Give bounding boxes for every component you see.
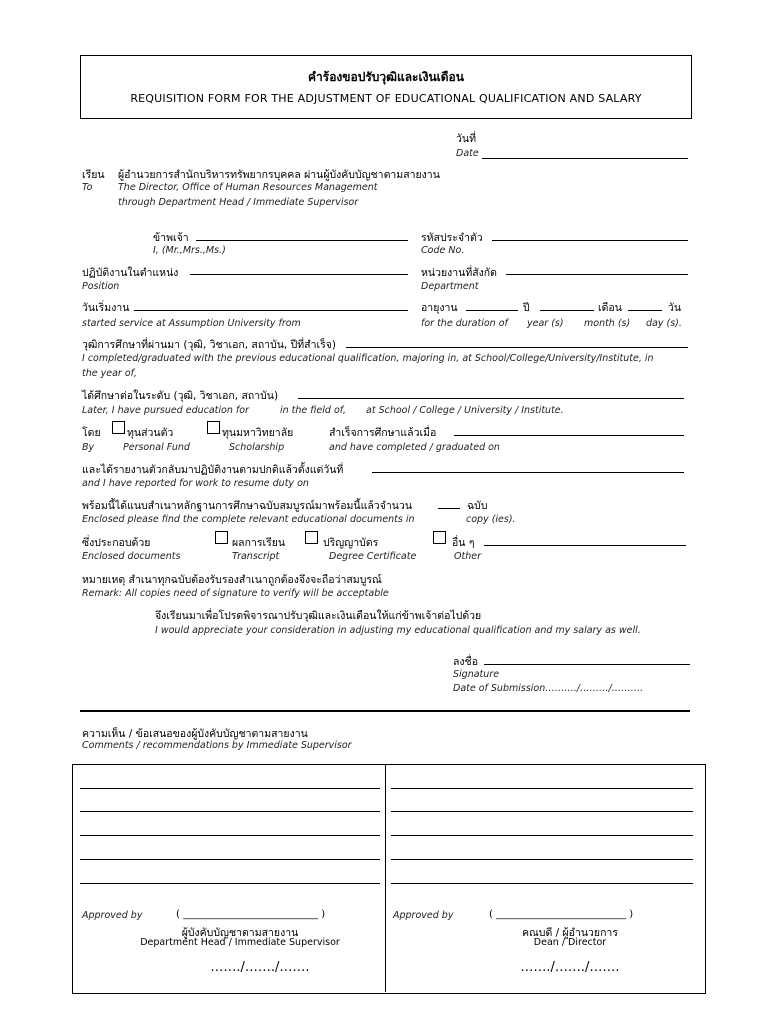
left-approver-role-thai: ผู้บังคับบัญชาตามสายงาน <box>181 927 299 939</box>
right-comment-line[interactable] <box>391 883 693 884</box>
right-comment-line[interactable] <box>391 788 693 789</box>
date-label-english: Date <box>456 148 479 159</box>
transcript-checkbox[interactable] <box>215 531 228 544</box>
section-divider <box>80 710 690 712</box>
graduation-date-field[interactable] <box>454 435 684 436</box>
department-field[interactable] <box>506 274 688 275</box>
to-label-english: To <box>82 182 93 193</box>
signature-label-english: Signature <box>453 669 500 680</box>
previous-qualification-english-line1: I completed/graduated with the previous educational qualification, majoring in, at School/College/University/Institute, in <box>82 353 654 364</box>
other-label-thai: อื่น ๆ <box>452 537 475 549</box>
department-label-thai: หน่วยงานที่สังกัด <box>421 267 497 279</box>
request-english: I would appreciate your consideration in adjusting my educational qualification and my salary as well. <box>155 625 641 636</box>
enclosed-label-thai: ซึ่งประกอบด้วย <box>82 537 151 549</box>
left-approver-name-field[interactable]: ( ___________________________ ) <box>176 909 326 920</box>
name-label-thai: ข้าพเจ้า <box>153 232 189 244</box>
further-education-english-a: Later, I have pursued education for <box>82 405 249 416</box>
previous-qualification-english-line2: the year of, <box>82 368 137 379</box>
duration-label-thai: อายุงาน <box>421 302 458 314</box>
personal-fund-label-english: Personal Fund <box>123 442 190 453</box>
start-label-english: started service at Assumption University from <box>82 318 301 329</box>
left-comment-line[interactable] <box>80 835 380 836</box>
to-line2-english: through Department Head / Immediate Supervisor <box>118 197 359 208</box>
documents-label-thai: พร้อมนี้ได้แนบสำเนาหลักฐานการศึกษาฉบับสมบูรณ์มาพร้อมนี้แล้วจำนวน <box>82 500 412 512</box>
day-label-thai: วัน <box>668 302 682 314</box>
degree-certificate-label-english: Degree Certificate <box>329 551 417 562</box>
remark-english: Remark: All copies need of signature to verify will be acceptable <box>82 588 389 599</box>
years-field[interactable] <box>466 310 518 311</box>
code-field[interactable] <box>492 240 688 241</box>
left-comment-line[interactable] <box>80 788 380 789</box>
signature-field[interactable] <box>484 664 690 665</box>
comments-title-thai: ความเห็น / ข้อเสนอของผู้บังคับบัญชาตามสายงาน <box>82 728 308 740</box>
scholarship-label-thai: ทุนมหาวิทยาลัย <box>222 427 294 439</box>
degree-certificate-checkbox[interactable] <box>305 531 318 544</box>
report-date-field[interactable] <box>372 472 684 473</box>
name-label-english: I, (Mr.,Mrs.,Ms.) <box>153 245 226 256</box>
department-label-english: Department <box>421 281 479 292</box>
days-field[interactable] <box>628 310 662 311</box>
duration-label-english: for the duration of <box>421 318 508 329</box>
report-label-english: and I have reported for work to resume duty on <box>82 478 309 489</box>
right-approver-role-english: Dean / Director <box>533 937 607 948</box>
by-label-english: By <box>82 442 95 453</box>
right-comment-line[interactable] <box>391 835 693 836</box>
approval-table-divider <box>385 764 386 992</box>
enclosed-label-english: Enclosed documents <box>82 551 181 562</box>
day-label-english: day (s). <box>646 318 682 329</box>
form-title-english: REQUISITION FORM FOR THE ADJUSTMENT OF EDUCATIONAL QUALIFICATION AND SALARY <box>130 92 642 105</box>
report-label-thai: และได้รายงานตัวกลับมาปฏิบัติงานตามปกติแล้วตั้งแต่วันที่ <box>82 464 344 476</box>
date-field[interactable] <box>482 158 688 159</box>
month-label-thai: เดือน <box>598 302 622 314</box>
right-approved-by-label: Approved by <box>393 910 454 921</box>
other-label-english: Other <box>454 551 481 562</box>
previous-qualification-label-thai: วุฒิการศึกษาที่ผ่านมา (วุฒิ, วิชาเอก, สถาบัน, ปีที่สำเร็จ) <box>82 339 336 351</box>
scholarship-label-english: Scholarship <box>229 442 285 453</box>
position-label-english: Position <box>82 281 120 292</box>
other-document-field[interactable] <box>484 545 686 546</box>
to-label-thai: เรียน <box>82 169 105 181</box>
date-label-thai: วันที่ <box>456 133 476 145</box>
position-label-thai: ปฏิบัติงานในตำแหน่ง <box>82 267 179 279</box>
completed-label-thai: สำเร็จการศึกษาแล้วเมื่อ <box>329 427 437 439</box>
completed-label-english: and have completed / graduated on <box>329 442 500 453</box>
submission-date: Date of Submission………./………/………. <box>453 683 644 694</box>
right-approver-role-thai: คณบดี / ผู้อำนวยการ <box>522 927 618 939</box>
to-line1-english: The Director, Office of Human Resources Management <box>118 182 378 193</box>
by-label-thai: โดย <box>82 427 101 439</box>
left-approved-by-label: Approved by <box>82 910 143 921</box>
previous-qualification-field[interactable] <box>346 347 688 348</box>
year-label-thai: ปี <box>523 302 530 314</box>
month-label-english: month (s) <box>584 318 631 329</box>
left-comment-line[interactable] <box>80 811 380 812</box>
code-label-english: Code No. <box>421 245 465 256</box>
personal-fund-label-thai: ทุนส่วนตัว <box>127 427 174 439</box>
further-education-english-c: at School / College / University / Institute. <box>366 405 564 416</box>
right-approver-name-field[interactable]: ( __________________________ ) <box>489 909 634 920</box>
form-title-thai: คำร้องขอปรับวุฒิและเงินเดือน <box>308 70 464 84</box>
left-approver-role-english: Department Head / Immediate Supervisor <box>140 937 340 948</box>
further-education-label-thai: ได้ศึกษาต่อในระดับ (วุฒิ, วิชาเอก, สถาบัน) <box>82 390 279 402</box>
year-label-english: year (s) <box>527 318 564 329</box>
right-comment-line[interactable] <box>391 811 693 812</box>
to-text-thai: ผู้อำนวยการสำนักบริหารทรัพยากรบุคคล ผ่านผู้บังคับบัญชาตามสายงาน <box>118 169 440 181</box>
code-label-thai: รหัสประจำตัว <box>421 232 483 244</box>
other-checkbox[interactable] <box>433 531 446 544</box>
left-approval-date[interactable]: ……./……./……. <box>210 960 310 975</box>
scholarship-checkbox[interactable] <box>207 421 220 434</box>
copy-label-thai: ฉบับ <box>467 500 488 512</box>
documents-label-english: Enclosed please find the complete relevant educational documents in <box>82 514 415 525</box>
start-label-thai: วันเริ่มงาน <box>82 302 130 314</box>
request-thai: จึงเรียนมาเพื่อโปรดพิจารณาปรับวุฒิและเงินเดือนให้แก่ข้าพเจ้าต่อไปด้วย <box>155 610 482 622</box>
further-education-field[interactable] <box>298 398 684 399</box>
signature-label-thai: ลงชื่อ <box>453 656 478 668</box>
left-comment-line[interactable] <box>80 883 380 884</box>
name-field[interactable] <box>196 240 408 241</box>
comments-title-english: Comments / recommendations by Immediate Supervisor <box>82 740 352 751</box>
position-field[interactable] <box>190 274 408 275</box>
start-date-field[interactable] <box>134 310 408 311</box>
transcript-label-english: Transcript <box>232 551 280 562</box>
further-education-english-b: in the field of, <box>280 405 346 416</box>
months-field[interactable] <box>540 310 594 311</box>
transcript-label-thai: ผลการเรียน <box>232 537 286 549</box>
right-approval-date[interactable]: ……./……./……. <box>520 960 620 975</box>
copies-field[interactable] <box>438 508 460 509</box>
form-title-box <box>80 55 692 119</box>
left-comment-line[interactable] <box>80 859 380 860</box>
degree-certificate-label-thai: ปริญญาบัตร <box>323 537 379 549</box>
right-comment-line[interactable] <box>391 859 693 860</box>
personal-fund-checkbox[interactable] <box>112 421 125 434</box>
copy-label-english: copy (ies). <box>466 514 516 525</box>
remark-thai: หมายเหตุ สำเนาทุกฉบับต้องรับรองสำเนาถูกต้องจึงจะถือว่าสมบูรณ์ <box>82 574 382 586</box>
